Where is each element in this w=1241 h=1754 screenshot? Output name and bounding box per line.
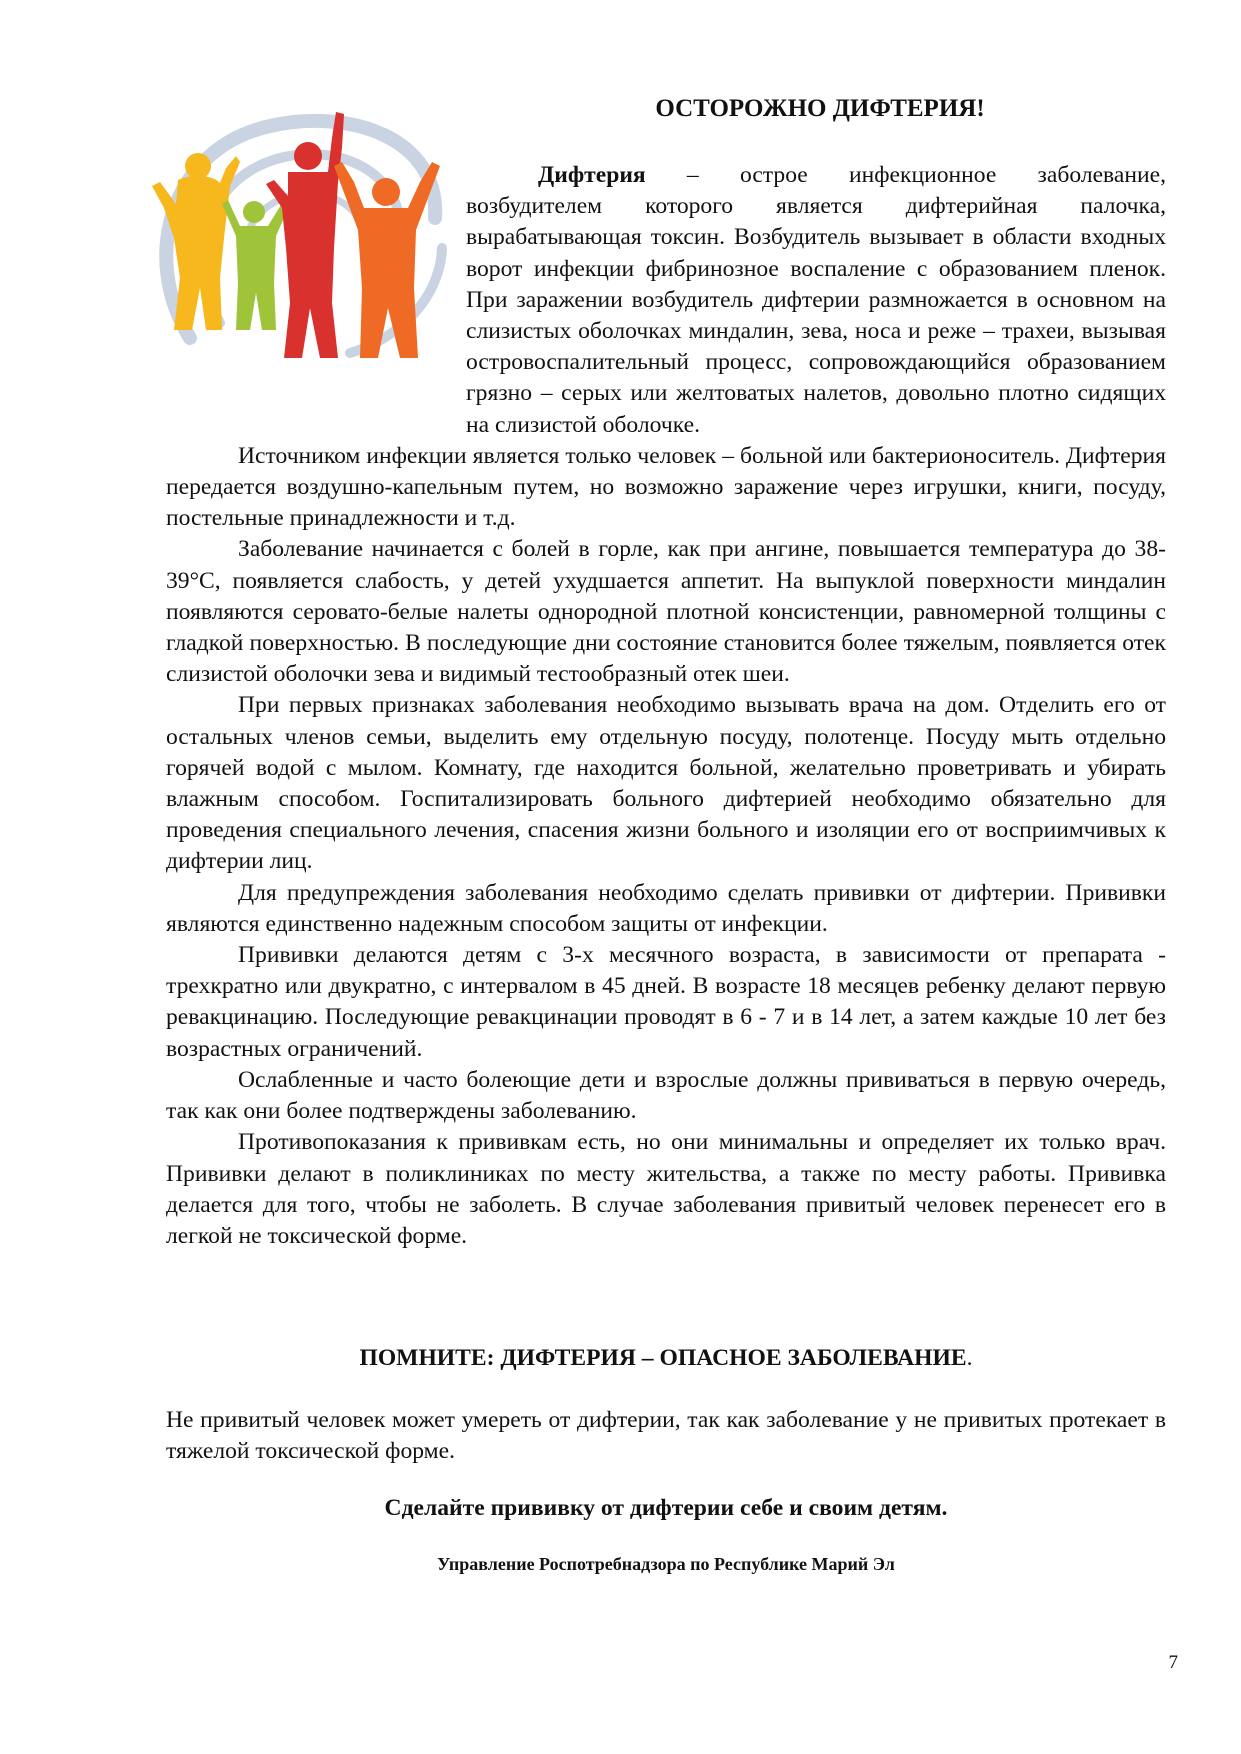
page-title: ОСТОРОЖНО ДИФТЕРИЯ! [655, 95, 985, 122]
paragraph-prevention: Для предупреждения заболевания необходимо сделать прививки от дифтерии. Прививки являются единственно надежным способом защиты от инфекции. [166, 879, 1166, 937]
paragraph-symptoms: Заболевание начинается с болей в горле, как при ангине, повышается температура до 38-39°С, появляется слабость, у детей ухудшается аппетит. На выпуклой поверхности миндалин появляются серовато-белые налеты однородной плотной консистенции, равномерной толщины с гладкой поверхностью. В последующие дни состояние становится более тяжелым, появляется отек слизистой оболочки зева и видимый тестообразный отек шеи. [166, 536, 1166, 688]
call-to-action: Сделайте прививку от дифтерии себе и своим детям. [384, 1495, 948, 1521]
paragraph-weakened: Ослабленные и часто болеющие дети и взрослые должны прививаться в первую очередь, так как они более подтверждены заболеванию. [166, 1066, 1166, 1125]
page-number: 7 [1168, 1652, 1178, 1673]
warning-heading [166, 1345, 1166, 1372]
closing-section [166, 1405, 1166, 1467]
intro-text: – острое инфекционное заболевание, возбудителем которого является дифтерийная палочка, вырабатывающая токсин. Возбудитель вызывает в области входных ворот инфекции фибринозное воспаление с образованием пленок. При заражении возбудитель дифтерии размножается в основном на слизистых оболочках миндалин, зева, носа и реже – трахеи, вызывая островоспалительный процесс, сопровождающийся образованием грязно – серых или желтоватых налетов, довольно плотно сидящих на слизистой оболочке. [466, 162, 1166, 438]
paragraph-vaccination-schedule: Прививки делаются детям с 3-х месячного возраста, в зависимости от препарата - трехкратно или двукратно, с интервалом в 45 дней. В возрасте 18 месяцев ребенку делают первую ревакцинацию. Последующие ревакцинации проводят в 6 - 7 и в 14 лет, а затем каждые 10 лет без возрастных ограничений. [166, 942, 1166, 1062]
article-body [166, 160, 1166, 1252]
intro-term: Дифтерия [538, 162, 646, 188]
warning-dot: . [966, 1345, 973, 1371]
paragraph-first-signs: При первых признаках заболевания необходимо вызывать врача на дом. Отделить его от остальных членов семьи, выделить ему отдельную посуду, полотенце. Посуду мыть отдельно горячей водой с мылом. Комнату, где находится больной, желательно проветривать и убирать влажным способом. Госпитализировать больного дифтерией необходимо обязательно для проведения специального лечения, спасения жизни больного и изоляции его от восприимчивых к дифтерии лиц. [166, 692, 1166, 875]
paragraph-contraindications: Противопоказания к прививкам есть, но они минимальны и определяет их только врач. Прививки делают в поликлиниках по месту жительства, а также по месту работы. Прививка делается для того, чтобы не заболеть. В случае заболевания привитый человек перенесет его в легкой не токсической форме. [166, 1129, 1166, 1249]
warning-text: ПОМНИТЕ: ДИФТЕРИЯ – ОПАСНОЕ ЗАБОЛЕВАНИЕ [359, 1345, 967, 1371]
closing-paragraph: Не привитый человек может умереть от дифтерии, так как заболевание у не привитых протекает в тяжелой токсической форме. [166, 1407, 1166, 1465]
paragraph-source: Источником инфекции является только человек – больной или бактерионоситель. Дифтерия передается воздушно-капельным путем, но возможно заражение через игрушки, книги, посуду, постельные принадлежности и т.д. [166, 442, 1166, 532]
organization-signature: Управление Роспотребнадзора по Республике Марий Эл [437, 1554, 895, 1574]
